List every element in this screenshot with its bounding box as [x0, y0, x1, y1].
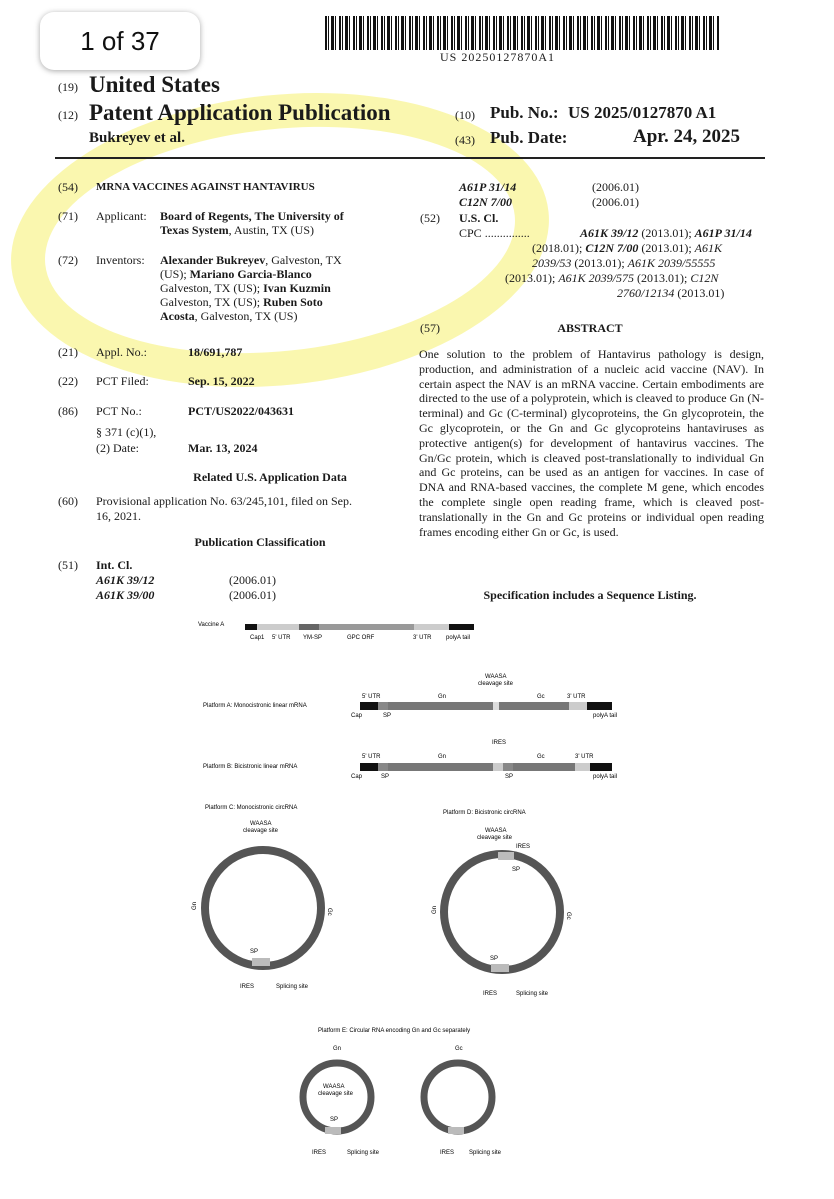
inventor-1-loc: , Galveston, TX	[265, 253, 342, 267]
document-type: Patent Application Publication	[89, 100, 391, 125]
gn-label-e: Gn	[333, 1046, 342, 1052]
utr3-seg	[414, 624, 449, 630]
utr5-label: 5' UTR	[272, 635, 291, 641]
utr5-label-b: 5' UTR	[362, 754, 381, 760]
provisional-line-2: 16, 2021.	[96, 509, 141, 523]
cpc-4a: A61K	[694, 241, 723, 255]
sp-label-d1: SP	[512, 867, 521, 873]
ires-label-d1: IRES	[516, 844, 531, 850]
sp-label-d2: SP	[490, 956, 499, 962]
utr3-label-b: 3' UTR	[575, 754, 594, 760]
pub-no: US 2025/0127870 A1	[568, 103, 717, 122]
pub-date: Apr. 24, 2025	[633, 126, 740, 147]
inventor-3-loc: Galveston, TX (US);	[160, 295, 264, 309]
pct-no-code: (86)	[58, 404, 78, 418]
intcl-year-2: (2006.01)	[229, 588, 276, 602]
splicing-label-c: Splicing site	[276, 984, 309, 990]
pub-no-label: Pub. No.:	[490, 103, 559, 122]
splicing-label-d: Splicing site	[516, 991, 549, 997]
circ-rna-d	[444, 854, 560, 970]
barcode	[325, 16, 720, 50]
waasa-label-d: WAASA	[485, 828, 507, 834]
appl-code: (21)	[58, 345, 78, 359]
sequence-listing-note: Specification includes a Sequence Listing.	[483, 588, 697, 602]
pct-no-label: PCT No.:	[96, 404, 142, 418]
cpc-3-year: (2013.01);	[638, 241, 695, 255]
s371-label: § 371 (c)(1),	[96, 425, 157, 439]
inventor-4-loc: , Galveston, TX (US)	[194, 309, 298, 323]
inventor-1: Alexander Bukreyev	[160, 253, 266, 267]
gn-label-a: Gn	[438, 694, 447, 700]
drawing-figure	[0, 610, 834, 1190]
sp-label-b: SP	[381, 774, 390, 780]
inventor-4-surname: Acosta	[160, 309, 195, 323]
appl-no: 18/691,787	[188, 345, 243, 359]
applicant-location: , Austin, TX (US)	[228, 223, 315, 237]
vaccine-a-label: Vaccine A	[198, 622, 225, 628]
authors: Bukreyev et al.	[89, 130, 185, 146]
sp-label-b2: SP	[505, 774, 514, 780]
cleavage-label-e: cleavage site	[318, 1091, 354, 1097]
cpc-7-year: (2013.01)	[674, 286, 725, 300]
inventor-4: Ruben Soto	[263, 295, 323, 309]
cpc-6: A61K 2039/575	[558, 271, 634, 285]
intcl-year-1: (2006.01)	[229, 573, 276, 587]
polya-seg	[449, 624, 474, 630]
inventor-3: Ivan Kuzmin	[263, 281, 331, 295]
cpc-7b: 2760/12134	[617, 286, 675, 300]
gn-label-d: Gn	[432, 905, 438, 914]
provisional-line-1: Provisional application No. 63/245,101, filed on Sep.	[96, 494, 352, 508]
waasa-label-e: WAASA	[323, 1084, 345, 1090]
inventor-1-country: (US);	[160, 267, 190, 281]
uscl-label: U.S. Cl.	[459, 211, 499, 225]
cap1-label: Cap1	[250, 635, 265, 641]
cpc-label: CPC	[459, 226, 482, 240]
utr3-label-a: 3' UTR	[567, 694, 586, 700]
abstract-code: (57)	[420, 321, 440, 335]
cls-year-1: (2006.01)	[592, 180, 639, 194]
platform-e-label: Platform E: Circular RNA encoding Gn and Gc separately	[318, 1028, 471, 1034]
code-10: (10)	[455, 108, 475, 122]
polya-label-a: polyA tail	[593, 713, 618, 719]
ires-label-b: IRES	[492, 740, 507, 746]
cpc-5: A61K 2039/55555	[627, 256, 716, 270]
gn-label-c: Gn	[192, 901, 198, 910]
applicant-name-l1: Board of Regents, The University of	[160, 209, 344, 223]
cpc-dots: ...............	[484, 226, 530, 240]
intcl-code-2: A61K 39/00	[96, 588, 155, 602]
polya-label-b: polyA tail	[593, 774, 618, 780]
s371-date-label: (2) Date:	[96, 441, 139, 455]
abstract-text: One solution to the problem of Hantavirus pathology is design, production, and administration of a nucleic acid vaccine (NAV). In certain aspect the NAV is an mRNA vaccine. Certain embodiments are directed to the use of a polyprotein, which is cleaved to produce Gn (N-terminal) and Gc (C-terminal) glycoproteins, the Gn glycoprotein, the Gc glycoprotein, or the Gn and Gc glycoproteins hantaviruses as protective antigen(s) for development of hantavirus vaccines. The Gn/Gc protein, which is cleaved post-translationally to individual Gn and Gc proteins, can be used as an antigen for vaccines. In case of DNA and RNA-based vaccines, the complete M gene, which encodes the complete single open reading frame, which is cleaved post-translationally in the Gn and Gc proteins or individual open reading frames encoding either Gn or Gc, is used.	[419, 347, 764, 539]
code-12: (12)	[58, 108, 78, 122]
cap1-seg	[245, 624, 257, 630]
platform-a-label: Platform A: Monocistronic linear mRNA	[203, 703, 307, 709]
ires-label-d2: IRES	[483, 991, 498, 997]
cleavage-label-d: cleavage site	[477, 835, 513, 841]
related-data-heading: Related U.S. Application Data	[193, 470, 347, 484]
code-43: (43)	[455, 133, 475, 147]
cls-code-1: A61P 31/14	[459, 180, 517, 194]
gc-label-b: Gc	[537, 754, 545, 760]
cpc-2-year: (2018.01);	[532, 241, 586, 255]
polya-label: polyA tail	[446, 635, 471, 641]
circ-rna-e2	[424, 1063, 492, 1131]
inventor-2-loc: Galveston, TX (US);	[160, 281, 264, 295]
pub-class-heading: Publication Classification	[194, 535, 326, 549]
barcode-number: US 20250127870A1	[440, 50, 556, 64]
cls-code-2: C12N 7/00	[459, 195, 513, 209]
splicing-label-e1: Splicing site	[347, 1150, 380, 1156]
gpc-seg	[319, 624, 414, 630]
utr3-label: 3' UTR	[413, 635, 432, 641]
title-code: (54)	[58, 180, 78, 194]
utr5-seg	[257, 624, 299, 630]
code-19: (19)	[58, 80, 78, 94]
cpc-6-year: (2013.01);	[634, 271, 691, 285]
gpc-orf-label: GPC ORF	[347, 635, 375, 641]
prov-code: (60)	[58, 494, 78, 508]
cls-year-2: (2006.01)	[592, 195, 639, 209]
pct-filed: Sep. 15, 2022	[188, 374, 255, 388]
pub-date-label: Pub. Date:	[490, 128, 568, 147]
inventor-2: Mariano Garcia-Blanco	[189, 267, 312, 281]
ymsp-seg	[299, 624, 319, 630]
cpc-2: A61P 31/14	[694, 226, 752, 240]
sp-label-c: SP	[250, 949, 259, 955]
sp-label-a: SP	[383, 713, 392, 719]
cap-label-a: Cap	[351, 713, 363, 719]
pct-no: PCT/US2022/043631	[188, 404, 295, 418]
gc-label-d: Gc	[565, 912, 571, 920]
pct-filed-label: PCT Filed:	[96, 374, 149, 388]
gc-label-a: Gc	[537, 694, 545, 700]
platform-b-label: Platform B: Bicistronic linear mRNA	[203, 764, 298, 770]
gc-label-e: Gc	[455, 1046, 463, 1052]
applicant-code: (71)	[58, 209, 78, 223]
applicant-label: Applicant:	[96, 209, 147, 223]
cpc-5-year: (2013.01);	[505, 271, 559, 285]
cleavage-label-c: cleavage site	[243, 828, 279, 834]
ires-label-e1: IRES	[312, 1150, 327, 1156]
sp-label-e: SP	[330, 1117, 339, 1123]
abstract-heading: ABSTRACT	[557, 321, 623, 335]
pct-filed-code: (22)	[58, 374, 78, 388]
circ-rna-c	[205, 850, 321, 966]
cleavage-label-a: cleavage site	[478, 681, 514, 687]
splicing-label-e2: Splicing site	[469, 1150, 502, 1156]
cpc-1: A61K 39/12	[580, 226, 639, 240]
platform-c-label: Platform C: Monocistronic circRNA	[205, 805, 298, 811]
inventors-code: (72)	[58, 253, 78, 267]
gc-label-c: Gc	[326, 908, 332, 916]
ires-label-c: IRES	[240, 984, 255, 990]
intcl-code: (51)	[58, 558, 78, 572]
page-counter-badge: 1 of 37	[40, 12, 200, 70]
uscl-code: (52)	[420, 211, 440, 225]
intcl-label: Int. Cl.	[96, 558, 133, 572]
inventors-label: Inventors:	[96, 253, 145, 267]
appl-label: Appl. No.:	[96, 345, 147, 359]
gn-label-b: Gn	[438, 754, 447, 760]
waasa-label-a: WAASA	[485, 674, 507, 680]
ymsp-label: YM-SP	[303, 635, 323, 641]
cpc-4-year: (2013.01);	[571, 256, 628, 270]
s371-date: Mar. 13, 2024	[188, 441, 258, 455]
cpc-7a: C12N	[690, 271, 719, 285]
invention-title: MRNA VACCINES AGAINST HANTAVIRUS	[96, 181, 315, 193]
intcl-code-1: A61K 39/12	[96, 573, 155, 587]
platform-d-label: Platform D: Bicistronic circRNA	[443, 810, 526, 816]
cpc-1-year: (2013.01);	[638, 226, 695, 240]
cpc-4b: 2039/53	[532, 256, 572, 270]
header-rule	[55, 157, 765, 159]
utr5-label-a: 5' UTR	[362, 694, 381, 700]
cap-label-b: Cap	[351, 774, 363, 780]
waasa-label-c: WAASA	[250, 821, 272, 827]
cpc-3: C12N 7/00	[585, 241, 639, 255]
applicant-name-l2: Texas System	[160, 223, 229, 237]
ires-label-e2: IRES	[440, 1150, 455, 1156]
country: United States	[89, 72, 220, 97]
